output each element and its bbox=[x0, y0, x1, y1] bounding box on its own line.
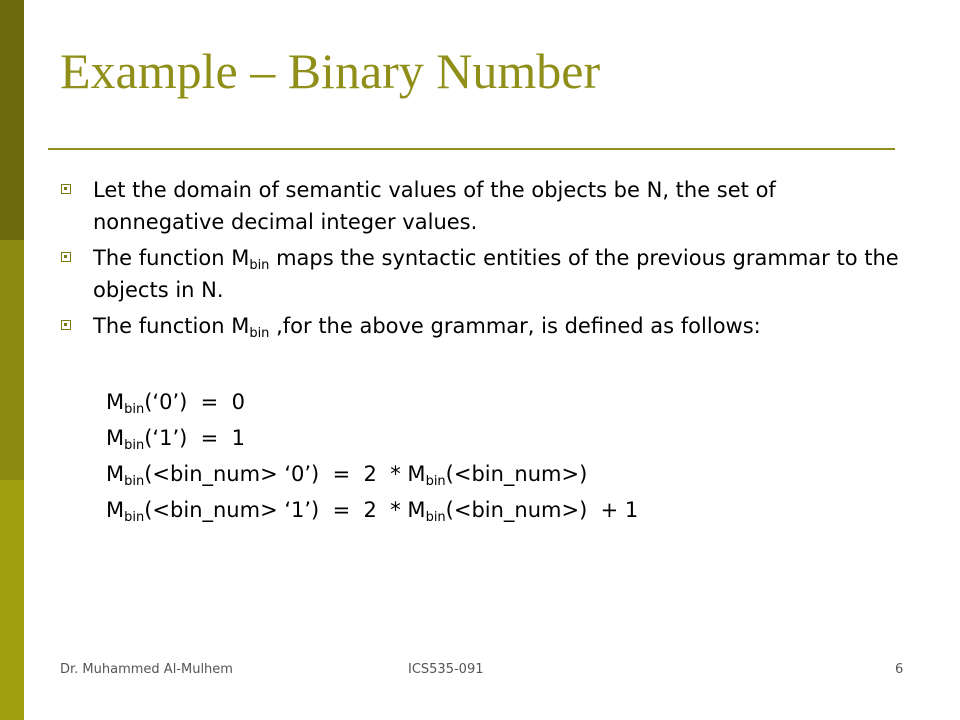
footer-course: ICS535-091 bbox=[408, 662, 484, 677]
subscript: bin bbox=[124, 474, 145, 489]
square-bullet-icon bbox=[61, 252, 71, 262]
subscript: bin bbox=[124, 402, 145, 417]
subscript: bin bbox=[124, 510, 145, 525]
definition-list bbox=[106, 386, 638, 530]
function-name: M bbox=[106, 498, 125, 522]
definition-expression: (<bin_num> ‘0’) = 2 * M bbox=[144, 462, 426, 486]
subscript: bin bbox=[425, 474, 446, 489]
definition-line bbox=[106, 458, 638, 494]
side-bar-middle bbox=[0, 240, 24, 480]
subscript: bin bbox=[249, 326, 270, 341]
function-name: M bbox=[106, 426, 125, 450]
side-bar-bottom bbox=[0, 480, 24, 720]
definition-expression: (‘0’) = 0 bbox=[144, 390, 245, 414]
square-bullet-icon bbox=[61, 184, 71, 194]
page-number: 6 bbox=[895, 662, 904, 677]
bullet-text-post: maps the syntactic entities of the previous grammar to the objects in N. bbox=[93, 246, 899, 302]
side-bar-top bbox=[0, 0, 24, 240]
bullet-text-pre: The function M bbox=[93, 246, 250, 270]
subscript: bin bbox=[425, 510, 446, 525]
bullet-text-post: ,for the above grammar, is defined as follows: bbox=[269, 314, 761, 338]
title-underline bbox=[48, 148, 895, 150]
bullet-item bbox=[60, 310, 910, 342]
bullet-text-pre: The function M bbox=[93, 314, 250, 338]
definition-expression: (‘1’) = 1 bbox=[144, 426, 245, 450]
footer-author: Dr. Muhammed Al-Mulhem bbox=[60, 662, 233, 677]
bullet-list bbox=[60, 174, 910, 346]
subscript: bin bbox=[249, 258, 270, 273]
bullet-item bbox=[60, 242, 910, 306]
function-name: M bbox=[106, 390, 125, 414]
bullet-item bbox=[60, 174, 910, 238]
subscript: bin bbox=[124, 438, 145, 453]
definition-line bbox=[106, 386, 638, 422]
definition-line bbox=[106, 494, 638, 530]
bullet-text: Let the domain of semantic values of the objects be N, the set of nonnegative decimal integer values. bbox=[93, 178, 776, 234]
function-name: M bbox=[106, 462, 125, 486]
slide-title: Example – Binary Number bbox=[60, 43, 601, 99]
square-bullet-icon bbox=[61, 320, 71, 330]
definition-tail: (<bin_num>) + 1 bbox=[445, 498, 639, 522]
definition-line bbox=[106, 422, 638, 458]
definition-expression: (<bin_num> ‘1’) = 2 * M bbox=[144, 498, 426, 522]
definition-tail: (<bin_num>) bbox=[445, 462, 588, 486]
